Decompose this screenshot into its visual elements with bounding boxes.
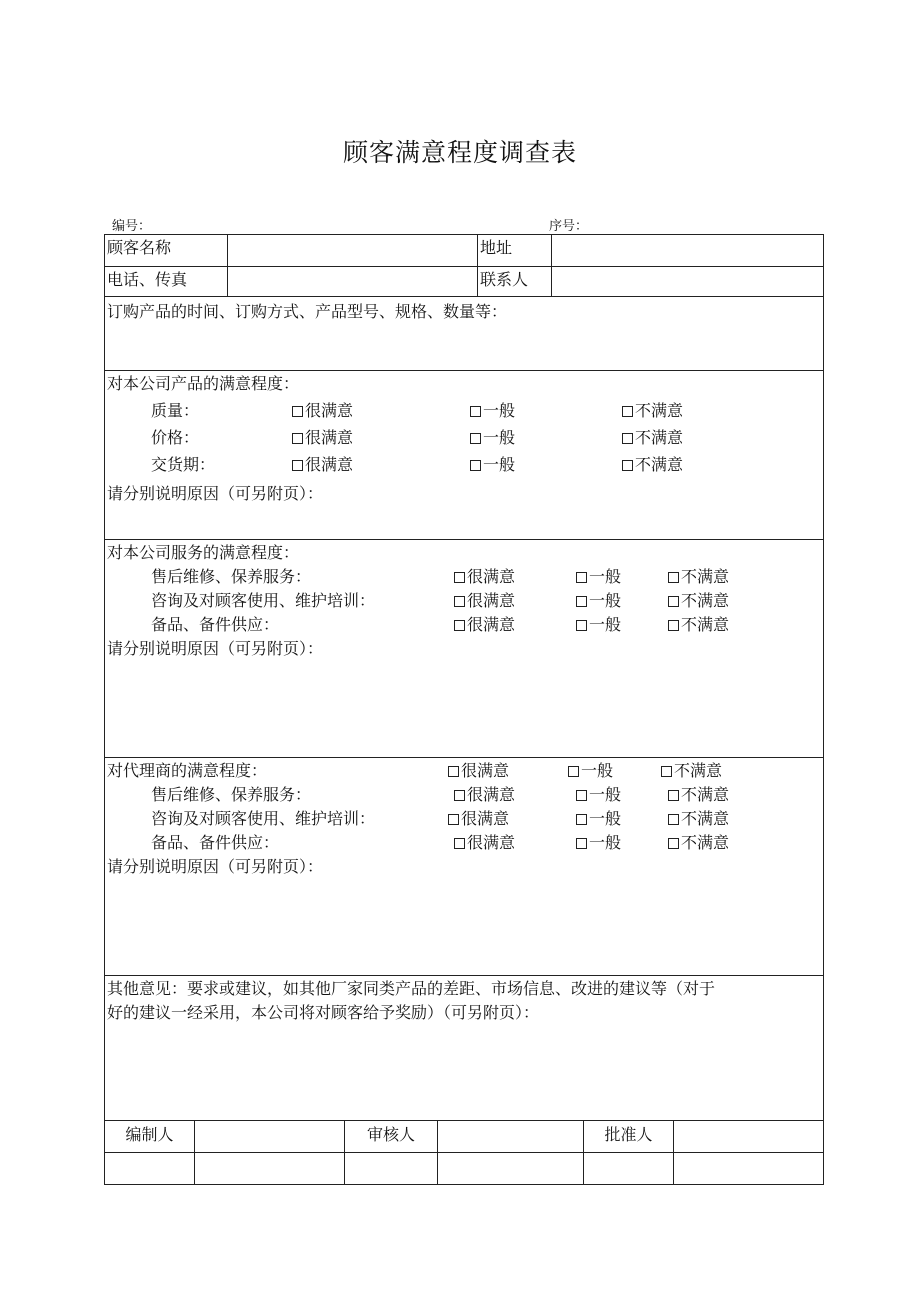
checkbox-icon[interactable] — [470, 460, 481, 471]
checkbox-icon[interactable] — [454, 572, 465, 583]
quality-label: 质量： — [151, 401, 200, 420]
serial-number-label: 编号： — [112, 219, 152, 234]
checkbox-icon[interactable] — [668, 814, 679, 825]
checkbox-icon[interactable] — [568, 766, 579, 777]
agent-training-label: 咨询及对顾客使用、维护培训： — [151, 809, 376, 828]
checkbox-icon[interactable] — [576, 620, 587, 631]
checkbox-icon[interactable] — [454, 790, 465, 801]
checkbox-icon[interactable] — [576, 790, 587, 801]
row-divider — [104, 296, 824, 297]
checkbox-icon[interactable] — [448, 814, 459, 825]
service-reason-label: 请分别说明原因（可另附页）： — [107, 639, 324, 658]
service-parts-very-satisfied-option[interactable]: 很满意 — [454, 615, 515, 635]
service-aftersales-dissatisfied-option[interactable]: 不满意 — [668, 567, 729, 587]
other-opinions-line-1: 其他意见：要求或建议，如其他厂家同类产品的差距、市场信息、改进的建议等（对于 — [107, 979, 716, 998]
service-training-very-satisfied-option[interactable]: 很满意 — [454, 591, 515, 611]
checkbox-icon[interactable] — [668, 596, 679, 607]
checkbox-icon[interactable] — [622, 433, 633, 444]
reviewer-label: 审核人 — [366, 1125, 415, 1144]
customer-name-field[interactable] — [228, 235, 477, 266]
service-training-average-option[interactable]: 一般 — [576, 591, 621, 611]
checkbox-icon[interactable] — [576, 814, 587, 825]
approver-field[interactable] — [674, 1121, 823, 1152]
service-aftersales-very-satisfied-option[interactable]: 很满意 — [454, 567, 515, 587]
agent-overall-very-satisfied-option[interactable]: 很满意 — [448, 761, 509, 781]
agent-overall-average-option[interactable]: 一般 — [568, 761, 613, 781]
contact-label: 联系人 — [480, 270, 529, 289]
row-divider — [104, 539, 824, 540]
delivery-dissatisfied-option[interactable]: 不满意 — [622, 455, 683, 475]
checkbox-icon[interactable] — [576, 838, 587, 849]
delivery-label: 交货期： — [151, 455, 216, 474]
row-divider — [104, 370, 824, 371]
checkbox-icon[interactable] — [622, 460, 633, 471]
checkbox-icon[interactable] — [454, 596, 465, 607]
price-very-satisfied-option[interactable]: 很满意 — [292, 428, 353, 448]
row-divider — [104, 975, 824, 976]
agent-aftersales-dissatisfied-option[interactable]: 不满意 — [668, 785, 729, 805]
delivery-average-option[interactable]: 一般 — [470, 455, 515, 475]
checkbox-icon[interactable] — [668, 838, 679, 849]
compiler-label: 编制人 — [125, 1125, 174, 1144]
checkbox-icon[interactable] — [454, 620, 465, 631]
address-label: 地址 — [480, 238, 513, 257]
checkbox-icon[interactable] — [470, 406, 481, 417]
agent-parts-average-option[interactable]: 一般 — [576, 833, 621, 853]
address-field[interactable] — [552, 235, 823, 266]
checkbox-icon[interactable] — [661, 766, 672, 777]
price-dissatisfied-option[interactable]: 不满意 — [622, 428, 683, 448]
column-divider — [477, 234, 478, 296]
checkbox-icon[interactable] — [668, 620, 679, 631]
contact-field[interactable] — [552, 267, 823, 296]
phone-fax-label: 电话、传真 — [107, 270, 188, 289]
row-divider — [104, 757, 824, 758]
sequence-number-label: 序号： — [549, 219, 589, 234]
row-divider — [104, 1152, 824, 1153]
price-average-option[interactable]: 一般 — [470, 428, 515, 448]
agent-aftersales-average-option[interactable]: 一般 — [576, 785, 621, 805]
service-parts-dissatisfied-option[interactable]: 不满意 — [668, 615, 729, 635]
quality-very-satisfied-option[interactable]: 很满意 — [292, 401, 353, 421]
agent-parts-label: 备品、备件供应： — [151, 833, 280, 852]
approver-label: 批准人 — [604, 1125, 653, 1144]
service-satisfaction-heading: 对本公司服务的满意程度： — [107, 543, 300, 562]
agent-training-dissatisfied-option[interactable]: 不满意 — [668, 809, 729, 829]
price-label: 价格： — [151, 428, 200, 447]
checkbox-icon[interactable] — [292, 406, 303, 417]
product-satisfaction-heading: 对本公司产品的满意程度： — [107, 374, 300, 393]
agent-reason-label: 请分别说明原因（可另附页）： — [107, 857, 324, 876]
agent-parts-dissatisfied-option[interactable]: 不满意 — [668, 833, 729, 853]
reviewer-field[interactable] — [438, 1121, 583, 1152]
delivery-very-satisfied-option[interactable]: 很满意 — [292, 455, 353, 475]
checkbox-icon[interactable] — [448, 766, 459, 777]
service-aftersales-average-option[interactable]: 一般 — [576, 567, 621, 587]
checkbox-icon[interactable] — [668, 790, 679, 801]
checkbox-icon[interactable] — [292, 460, 303, 471]
agent-aftersales-very-satisfied-option[interactable]: 很满意 — [454, 785, 515, 805]
customer-name-label: 顾客名称 — [107, 238, 172, 257]
page-title: 顾客满意程度调查表 — [342, 138, 577, 167]
agent-training-very-satisfied-option[interactable]: 很满意 — [448, 809, 509, 829]
agent-overall-dissatisfied-option[interactable]: 不满意 — [661, 761, 722, 781]
agent-training-average-option[interactable]: 一般 — [576, 809, 621, 829]
order-info-label: 订购产品的时间、订购方式、产品型号、规格、数量等： — [107, 302, 508, 321]
checkbox-icon[interactable] — [292, 433, 303, 444]
agent-satisfaction-heading: 对代理商的满意程度： — [107, 761, 268, 780]
phone-fax-field[interactable] — [228, 267, 477, 296]
quality-average-option[interactable]: 一般 — [470, 401, 515, 421]
compiler-field[interactable] — [195, 1121, 344, 1152]
product-reason-label: 请分别说明原因（可另附页）： — [107, 484, 324, 503]
service-training-dissatisfied-option[interactable]: 不满意 — [668, 591, 729, 611]
checkbox-icon[interactable] — [622, 406, 633, 417]
checkbox-icon[interactable] — [576, 572, 587, 583]
consulting-training-label: 咨询及对顾客使用、维护培训： — [151, 591, 376, 610]
checkbox-icon[interactable] — [470, 433, 481, 444]
checkbox-icon[interactable] — [668, 572, 679, 583]
checkbox-icon[interactable] — [454, 838, 465, 849]
checkbox-icon[interactable] — [576, 596, 587, 607]
aftersales-service-label: 售后维修、保养服务： — [151, 567, 312, 586]
service-parts-average-option[interactable]: 一般 — [576, 615, 621, 635]
other-opinions-line-2: 好的建议一经采用，本公司将对顾客给予奖励）（可另附页）： — [107, 1003, 540, 1022]
agent-aftersales-label: 售后维修、保养服务： — [151, 785, 312, 804]
spare-parts-label: 备品、备件供应： — [151, 615, 280, 634]
agent-parts-very-satisfied-option[interactable]: 很满意 — [454, 833, 515, 853]
quality-dissatisfied-option[interactable]: 不满意 — [622, 401, 683, 421]
